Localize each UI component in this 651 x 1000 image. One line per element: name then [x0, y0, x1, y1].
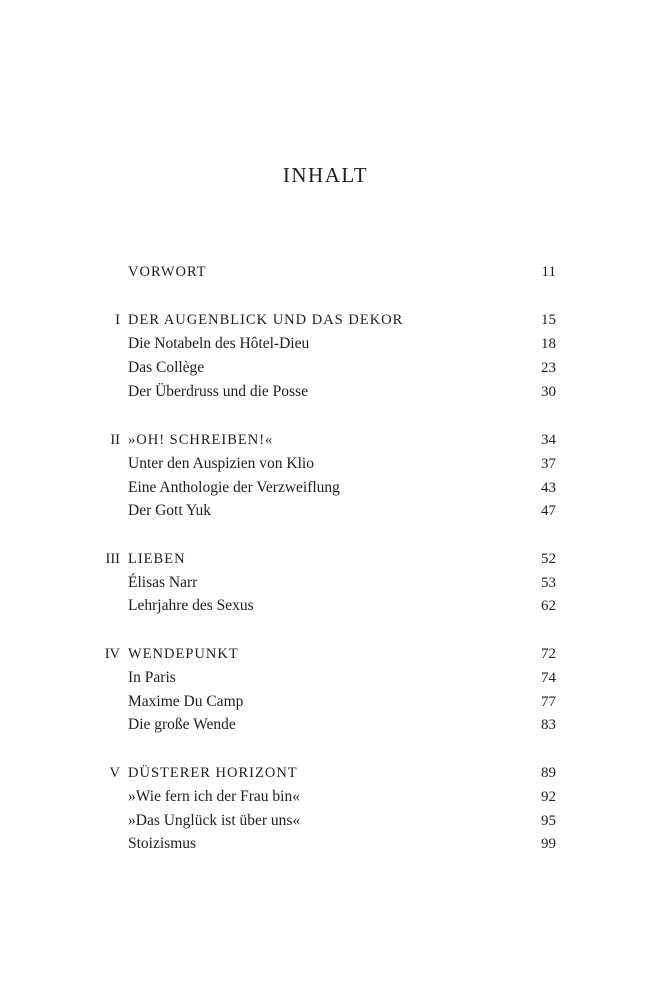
chapter-title: DÜSTERER HORIZONT — [128, 765, 298, 781]
section-title: Eine Anthologie der Verzweiflung — [128, 479, 340, 496]
toc-section-entry — [0, 499, 651, 523]
toc-page-number: 89 — [541, 765, 556, 781]
toc-page-number: 18 — [541, 336, 556, 352]
toc-page-number: 52 — [541, 551, 556, 567]
chapter-numeral: III — [105, 551, 120, 567]
chapter-numeral: II — [110, 432, 120, 448]
chapter-numeral: I — [115, 312, 120, 328]
toc-page-number: 15 — [541, 312, 556, 328]
section-title: »Das Unglück ist über uns« — [128, 812, 301, 829]
chapter-title: »OH! SCHREIBEN!« — [128, 432, 274, 448]
chapter-title: WENDEPUNKT — [128, 646, 239, 662]
toc-section-entry — [0, 332, 651, 356]
chapter-title: DER AUGENBLICK UND DAS DEKOR — [128, 312, 404, 328]
section-title: Der Überdruss und die Posse — [128, 383, 308, 400]
toc-section-entry — [0, 809, 651, 833]
toc-chapter-heading — [0, 642, 651, 666]
toc-chapter-heading — [0, 761, 651, 785]
section-title: Die Notabeln des Hôtel-Dieu — [128, 335, 310, 352]
toc-page-number: 34 — [541, 432, 556, 448]
chapter-numeral: V — [109, 765, 120, 781]
section-title: Die große Wende — [128, 716, 236, 733]
toc-section-entry — [0, 452, 651, 476]
toc-entry-foreword — [0, 260, 651, 284]
toc-section-entry — [0, 476, 651, 500]
chapter-numeral: IV — [104, 646, 120, 662]
toc-page-number: 30 — [541, 384, 556, 400]
toc-page-number: 23 — [541, 360, 556, 376]
toc-section-entry — [0, 713, 651, 737]
section-title: Unter den Auspizien von Klio — [128, 455, 314, 472]
toc-section-entry — [0, 785, 651, 809]
toc-page-number: 74 — [541, 670, 556, 686]
toc-page-number: 53 — [541, 575, 556, 591]
toc-chapter-heading — [0, 547, 651, 571]
toc-page-number: 99 — [541, 836, 556, 852]
toc-page-number: 92 — [541, 789, 556, 805]
toc-page-number: 47 — [541, 503, 556, 519]
section-title: Der Gott Yuk — [128, 502, 211, 519]
toc-page-number: 62 — [541, 598, 556, 614]
section-title: Lehrjahre des Sexus — [128, 597, 254, 614]
toc-page-number: 77 — [541, 694, 556, 710]
section-title: »Wie fern ich der Frau bin« — [128, 788, 300, 805]
toc-page-number: 37 — [541, 456, 556, 472]
toc-chapter-heading — [0, 308, 651, 332]
toc-section-entry — [0, 832, 651, 856]
toc-section-entry — [0, 690, 651, 714]
toc-page-number: 11 — [541, 264, 556, 280]
chapter-title: LIEBEN — [128, 551, 186, 567]
page-title: INHALT — [282, 163, 369, 187]
toc-section-entry — [0, 594, 651, 618]
toc-section-entry — [0, 380, 651, 404]
section-title: In Paris — [128, 669, 176, 686]
toc-page-number: 72 — [541, 646, 556, 662]
toc-page-number: 43 — [541, 480, 556, 496]
section-title: Stoizismus — [128, 835, 197, 852]
toc-entry-label: VORWORT — [128, 264, 207, 280]
section-title: Maxime Du Camp — [128, 693, 244, 710]
section-title: Élisas Narr — [128, 574, 198, 591]
toc-section-entry — [0, 666, 651, 690]
section-title: Das Collège — [128, 359, 205, 376]
toc-page-number: 83 — [541, 717, 556, 733]
toc-page-number: 95 — [541, 813, 556, 829]
toc-section-entry — [0, 571, 651, 595]
toc-section-entry — [0, 356, 651, 380]
toc-chapter-heading — [0, 428, 651, 452]
